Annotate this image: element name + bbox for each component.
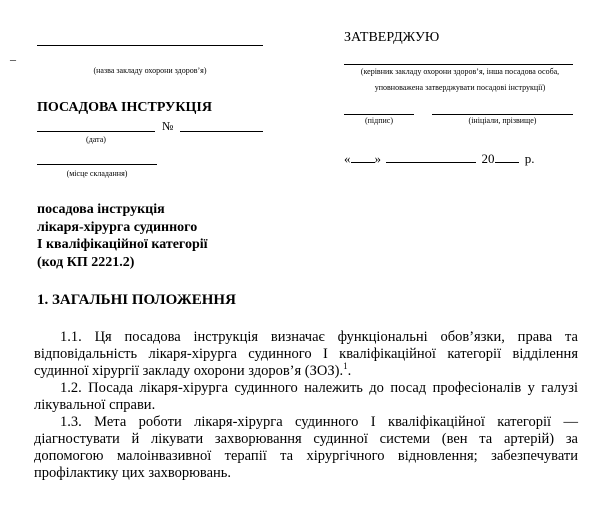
initials-line [432, 114, 573, 115]
year-prefix: 20 [481, 151, 495, 166]
place-line [37, 164, 157, 165]
institution-caption: (назва закладу охорони здоров’я) [93, 66, 207, 75]
paragraph-1-3: 1.3. Мета роботи лікаря-хірурга судинного І кваліфікаційної категорії — діагностувати й лікувати захворювання судинної системи (вен та артерій) за допомогою малоінвазивної терапії та хірургічного відновлення; забезпечувати профілактику цих захворювань. [34, 414, 578, 481]
signature-caption: (підпис) [364, 116, 393, 125]
subject-line-4: (код КП 2221.2) [37, 254, 135, 270]
year-blank [495, 151, 519, 163]
date-line [37, 131, 155, 132]
subject-line-1: посадова інструкція [37, 202, 165, 217]
month-blank [386, 151, 476, 163]
head-line [344, 64, 573, 65]
head-caption-line1: (керівник закладу охорони здоров’я, інша посадова особа, [360, 67, 560, 76]
section-heading: 1. ЗАГАЛЬНІ ПОЛОЖЕННЯ [37, 292, 236, 308]
doc-title: ПОСАДОВА ІНСТРУКЦІЯ [37, 100, 212, 115]
approve-label: ЗАТВЕРДЖУЮ [344, 30, 440, 45]
paragraph-1-1-end: . [347, 363, 352, 379]
approval-date-row [344, 151, 535, 166]
date-caption: (дата) [86, 135, 106, 144]
paragraph-1-2: 1.2. Посада лікаря-хірурга судинного належить до посад професіоналів у галузі лікувальної справи. [34, 380, 578, 413]
initials-caption: (ініціали, прізвище) [468, 116, 537, 125]
paragraph-1-1-text: 1.1. Ця посадова інструкція визначає функціональні обов’язки, права та відповідальність лікаря-хірурга судинного І кваліфікаційної категорії відділення судинної хірургії закладу охорони здоров’я (ЗОЗ). [34, 329, 578, 379]
paragraph-1-1 [34, 329, 578, 380]
day-blank [351, 151, 375, 163]
head-caption-line2: уповноважена затверджувати посадові інструкції) [374, 83, 546, 92]
subject-line-2: лікаря-хірурга судинного [37, 219, 198, 235]
year-suffix: р. [524, 151, 535, 166]
date-open-quote: « [344, 151, 351, 166]
number-sign: № [162, 119, 174, 133]
subject-line-3: І кваліфікаційної категорії [37, 237, 208, 252]
place-caption: (місце складання) [66, 169, 128, 178]
signature-line [344, 114, 414, 115]
dash-mark: – [10, 52, 16, 66]
institution-name-line [37, 45, 263, 46]
section-body [34, 329, 578, 482]
subject-block [37, 201, 208, 271]
date-close-quote: » [374, 151, 381, 166]
number-line [180, 131, 263, 132]
footnote-1-marker: 1 [343, 361, 348, 372]
